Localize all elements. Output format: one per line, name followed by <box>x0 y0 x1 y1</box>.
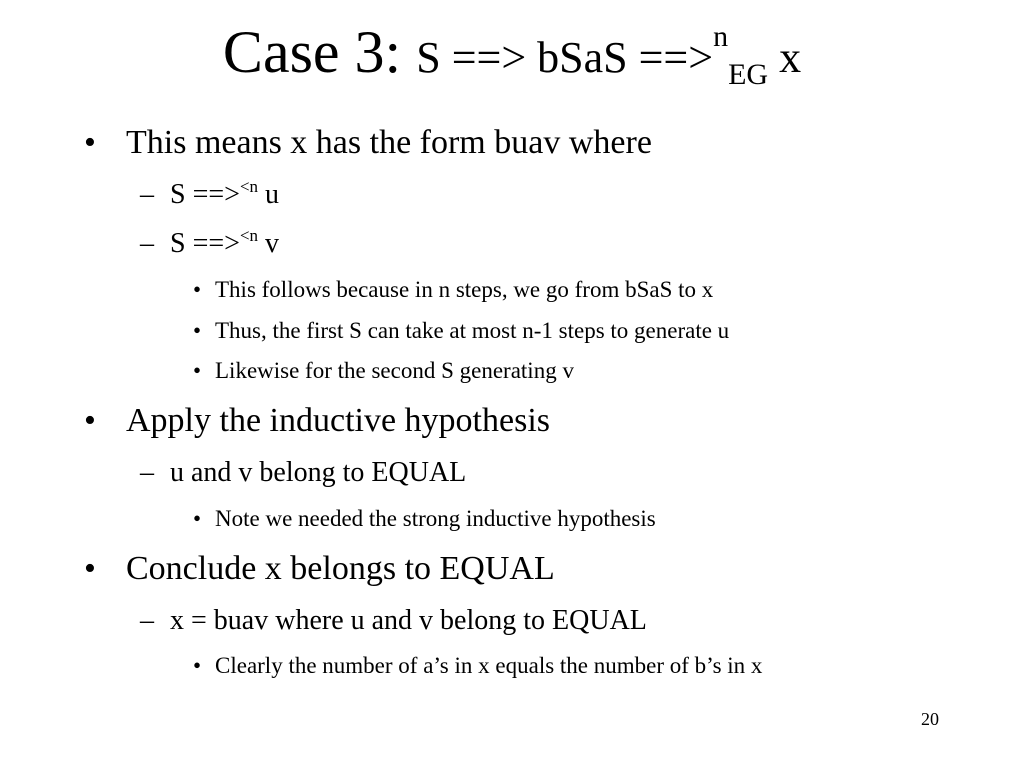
detail-item <box>215 319 729 342</box>
bullet-text: Apply the inductive hypothesis <box>126 402 551 439</box>
title-lead: Case 3: <box>222 19 417 85</box>
page-number: 20 <box>921 709 939 729</box>
sub-bullet-text: S ==> <box>170 179 240 210</box>
bullet-text: This means x has the form buav where <box>126 124 652 161</box>
sub-bullet-tail: u <box>258 179 280 210</box>
bullet-glyph: • <box>84 402 96 439</box>
sub-bullet-item <box>170 459 466 487</box>
bullet-item <box>126 552 555 586</box>
detail-item <box>215 507 656 530</box>
detail-text: This follows because in n steps, we go from bSaS to x <box>215 277 714 302</box>
sub-bullet-superscript: <n <box>239 226 259 245</box>
detail-text: Thus, the first S can take at most n-1 steps to generate u <box>215 318 730 343</box>
title-expression: S ==> bSaS ==> <box>416 33 714 82</box>
dash-glyph: – <box>140 228 154 259</box>
bullet-text: Conclude x belongs to EQUAL <box>126 550 555 587</box>
title-superscript: n <box>713 20 729 53</box>
sub-bullet-item <box>170 607 647 635</box>
sub-bullet-superscript: <n <box>239 177 259 196</box>
bullet-item <box>126 404 550 438</box>
title-subscript: EG <box>728 58 769 91</box>
detail-item <box>215 654 762 677</box>
bullet-glyph: • <box>84 550 96 587</box>
small-bullet-glyph: • <box>193 358 202 383</box>
detail-item <box>215 359 574 382</box>
sub-bullet-tail: v <box>258 228 280 259</box>
sub-bullet-item <box>170 177 280 210</box>
small-bullet-glyph: • <box>193 653 202 678</box>
dash-glyph: – <box>140 605 154 636</box>
bullet-glyph: • <box>84 124 96 161</box>
slide-title <box>0 19 1024 91</box>
title-tail: x <box>779 33 802 82</box>
small-bullet-glyph: • <box>193 506 202 531</box>
small-bullet-glyph: • <box>193 277 202 302</box>
dash-glyph: – <box>140 179 154 210</box>
sub-bullet-text: x = buav where u and v belong to EQUAL <box>170 605 647 636</box>
detail-text: Likewise for the second S generating v <box>215 358 574 383</box>
bullet-item <box>126 126 652 160</box>
dash-glyph: – <box>140 457 154 488</box>
sub-bullet-item <box>170 226 280 259</box>
sub-bullet-text: u and v belong to EQUAL <box>170 457 467 488</box>
small-bullet-glyph: • <box>193 318 202 343</box>
detail-text: Note we needed the strong inductive hypothesis <box>215 506 656 531</box>
detail-text: Clearly the number of a’s in x equals the number of b’s in x <box>215 653 763 678</box>
sub-bullet-text: S ==> <box>170 228 240 259</box>
detail-item <box>215 278 713 301</box>
